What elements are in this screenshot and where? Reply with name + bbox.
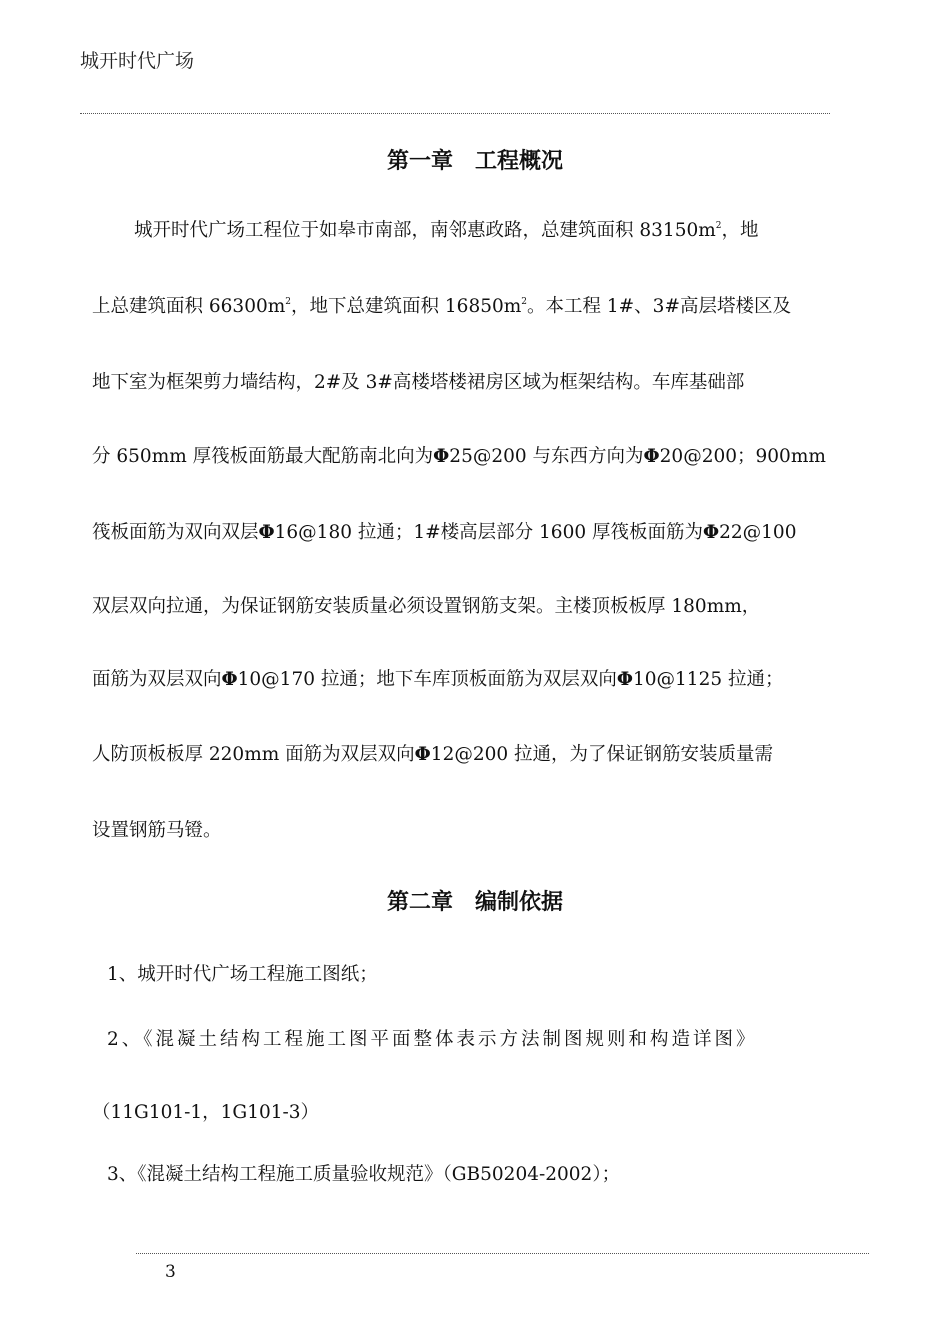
paragraph-line: 地下室为框架剪力墙结构，2#及 3#高楼塔楼裙房区域为框架结构。车库基础部 xyxy=(92,372,745,393)
page-number: 3 xyxy=(165,1262,176,1282)
paragraph-line: 面筋为双层双向Φ10@170 拉通；地下车库顶板面筋为双层双向Φ10@1125 拉通； xyxy=(92,669,784,690)
paragraph-line: 上总建筑面积 $66300m^2$，地下总建筑面积 $16850m^2$。本工程 1#、3#高层塔楼区及 xyxy=(92,296,791,317)
rebar-grade-symbol: Φ xyxy=(433,446,450,467)
rebar-grade-symbol: Φ xyxy=(703,522,720,543)
rebar-grade-symbol: Φ xyxy=(221,669,238,690)
paragraph-line: 筏板面筋为双向双层Φ16@180 拉通；1#楼高层部分 1600 厚筏板面筋为Φ22@100 xyxy=(92,522,797,543)
paragraph-line: 城开时代广场工程位于如皋市南部，南邻惠政路，总建筑面积 $83150m^2$，地 xyxy=(134,220,759,241)
reference-item: 1、城开时代广场工程施工图纸； xyxy=(107,964,378,985)
rebar-grade-symbol: Φ xyxy=(414,744,431,765)
chapter-2-title: 第二章 编制依据 xyxy=(386,890,563,915)
paragraph-line: 人防顶板板厚 220mm 面筋为双层双向Φ12@200 拉通，为了保证钢筋安装质量需 xyxy=(92,744,774,765)
running-header-title: 城开时代广场 xyxy=(80,50,195,72)
reference-item: 3、《混凝土结构工程施工质量验收规范》（GB50204-2002）； xyxy=(107,1164,621,1185)
footer-divider xyxy=(136,1253,869,1254)
paragraph-line: 设置钢筋马镫。 xyxy=(92,820,222,841)
header-divider xyxy=(80,113,830,114)
rebar-grade-symbol: Φ xyxy=(616,669,633,690)
paragraph-line: 分 650mm 厚筏板面筋最大配筋南北向为Φ25@200 与东西方向为Φ20@200；900mm xyxy=(92,446,826,467)
paragraph-line: 双层双向拉通，为保证钢筋安装质量必须设置钢筋支架。主楼顶板板厚 180mm， xyxy=(92,596,761,617)
rebar-grade-symbol: Φ xyxy=(258,522,275,543)
chapter-1-title: 第一章 工程概况 xyxy=(386,149,563,174)
rebar-grade-symbol: Φ xyxy=(643,446,660,467)
reference-item: （11G101-1，1G101-3） xyxy=(92,1102,320,1123)
reference-item: 2、《混凝土结构工程施工图平面整体表示方法制图规则和构造详图》 xyxy=(107,1029,758,1050)
